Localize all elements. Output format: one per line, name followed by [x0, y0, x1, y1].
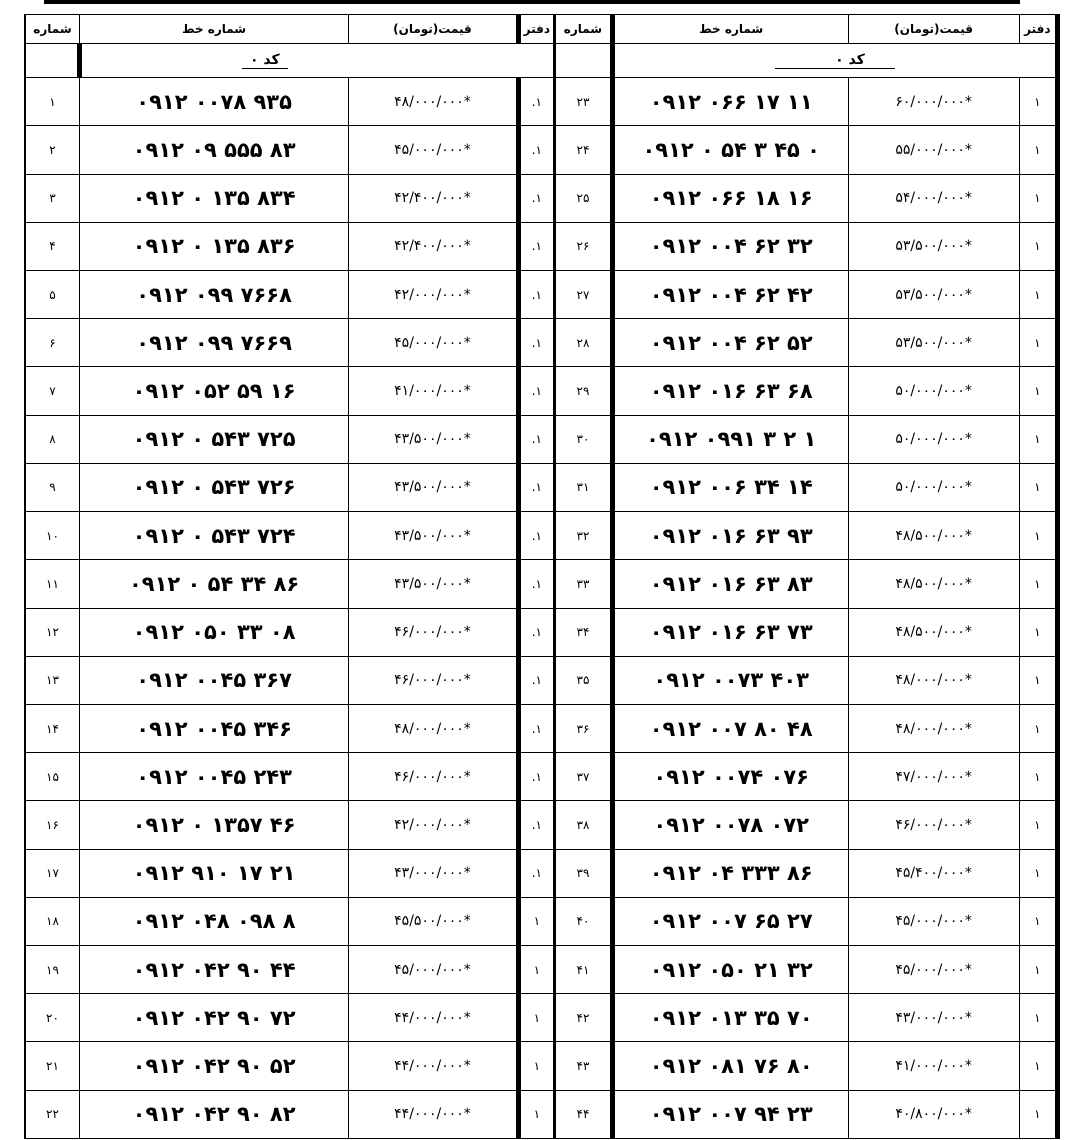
line-number: ۰۹۱۲ ۰۵۰ ۳۳ ۰۸	[79, 608, 348, 656]
price: ۴۰/۸۰۰/۰۰۰*	[848, 1090, 1019, 1138]
price: ۵۰/۰۰۰/۰۰۰*	[848, 367, 1019, 415]
line-number: ۰۹۱۲ ۰۹ ۵۵۵ ۸۳	[79, 126, 348, 174]
line-number: ۰۹۱۲ ۰۶۶ ۱۷ ۱۱	[612, 78, 848, 126]
price: ۴۳/۰۰۰/۰۰۰*	[848, 994, 1019, 1042]
line-number: ۰۹۱۲ ۰ ۱۳۵ ۸۳۴	[79, 174, 348, 222]
price: ۴۷/۰۰۰/۰۰۰*	[848, 753, 1019, 801]
row-number: ۲۷	[555, 271, 612, 319]
table-row	[25, 849, 554, 897]
row-number: ۲۳	[555, 78, 612, 126]
book-code: ۱	[1019, 1090, 1057, 1138]
book-code: .۱	[518, 174, 553, 222]
row-number: ۴۰	[555, 897, 612, 945]
row-number: ۱۶	[25, 801, 79, 849]
line-number: ۰۹۱۲ ۰۱۶ ۶۳ ۷۳	[612, 608, 848, 656]
book-code: .۱	[518, 753, 553, 801]
line-number: ۰۹۱۲ ۰۰۷۸ ۰۷۲	[612, 801, 848, 849]
row-number: ۵	[25, 271, 79, 319]
price: ۴۶/۰۰۰/۰۰۰*	[349, 656, 518, 704]
price: ۴۳/۰۰۰/۰۰۰*	[349, 849, 518, 897]
header-book: دفتر	[518, 15, 553, 44]
header-price: قیمت(تومان)	[848, 15, 1019, 44]
book-code: .۱	[518, 126, 553, 174]
line-number: ۰۹۱۲ ۰۰۷۴ ۰۷۶	[612, 753, 848, 801]
line-number: ۰۹۱۲ ۰۴۲ ۹۰ ۵۲	[79, 1042, 348, 1090]
line-number: ۰۹۱۲ ۰۴ ۳۳۳ ۸۶	[612, 849, 848, 897]
price: ۴۶/۰۰۰/۰۰۰*	[349, 608, 518, 656]
book-code: .۱	[518, 415, 553, 463]
price: ۶۰/۰۰۰/۰۰۰*	[848, 78, 1019, 126]
book-code: ۱	[1019, 994, 1057, 1042]
row-number: ۸	[25, 415, 79, 463]
row-number: ۱۱	[25, 560, 79, 608]
row-number: ۱۲	[25, 608, 79, 656]
book-code: ۱	[518, 1090, 553, 1138]
table-row	[25, 704, 554, 752]
row-number: ۲	[25, 126, 79, 174]
price: ۴۶/۰۰۰/۰۰۰*	[848, 801, 1019, 849]
line-number: ۰۹۱۲ ۰ ۱۳۵۷ ۴۶	[79, 801, 348, 849]
row-number: ۳۸	[555, 801, 612, 849]
row-number: ۲۹	[555, 367, 612, 415]
row-number: ۱	[25, 78, 79, 126]
table-row	[25, 367, 554, 415]
row-number: ۳۵	[555, 656, 612, 704]
line-number: ۰۹۱۲ ۰۰۷ ۹۴ ۲۳	[612, 1090, 848, 1138]
line-number: ۰۹۱۲ ۰ ۵۴ ۳۴ ۸۶	[79, 560, 348, 608]
line-number: ۰۹۱۲ ۰۱۶ ۶۳ ۹۳	[612, 512, 848, 560]
table-row	[555, 753, 1058, 801]
book-code: .۱	[518, 319, 553, 367]
table-row	[25, 271, 554, 319]
price: ۴۴/۰۰۰/۰۰۰*	[349, 994, 518, 1042]
book-code: .۱	[518, 849, 553, 897]
line-number: ۰۹۱۲ ۰۹۹ ۷۶۶۸	[79, 271, 348, 319]
book-code: .۱	[518, 222, 553, 270]
table-row	[25, 463, 554, 511]
line-number: ۰۹۱۲ ۰۰۴۵ ۳۶۷	[79, 656, 348, 704]
price: ۴۵/۰۰۰/۰۰۰*	[848, 945, 1019, 993]
book-code: .۱	[518, 560, 553, 608]
row-number: ۱۴	[25, 704, 79, 752]
price: ۴۳/۵۰۰/۰۰۰*	[349, 512, 518, 560]
row-number: ۲۰	[25, 994, 79, 1042]
line-number: ۰۹۱۲ ۰ ۱۳۵ ۸۳۶	[79, 222, 348, 270]
row-number: ۳۲	[555, 512, 612, 560]
book-code: ۱	[1019, 560, 1057, 608]
table-row	[555, 463, 1058, 511]
line-number: ۰۹۱۲ ۰۰۴ ۶۲ ۳۲	[612, 222, 848, 270]
table-row	[25, 174, 554, 222]
table-row	[555, 849, 1058, 897]
row-number: ۳۴	[555, 608, 612, 656]
price: ۵۰/۰۰۰/۰۰۰*	[848, 415, 1019, 463]
book-code: ۱	[1019, 174, 1057, 222]
table-row	[25, 897, 554, 945]
table-left	[24, 14, 554, 1139]
line-number: ۰۹۱۲ ۰۰۴۵ ۳۴۶	[79, 704, 348, 752]
table-row	[555, 897, 1058, 945]
book-code: ۱	[1019, 753, 1057, 801]
table-row	[555, 704, 1058, 752]
book-code: .۱	[518, 271, 553, 319]
book-code: ۱	[1019, 849, 1057, 897]
row-number: ۲۴	[555, 126, 612, 174]
price: ۴۲/۴۰۰/۰۰۰*	[349, 222, 518, 270]
table-row	[555, 608, 1058, 656]
row-number: ۳۳	[555, 560, 612, 608]
line-number: ۰۹۱۲ ۰۴۲ ۹۰ ۴۴	[79, 945, 348, 993]
row-number: ۱۷	[25, 849, 79, 897]
row-number: ۶	[25, 319, 79, 367]
book-code: ۱	[1019, 415, 1057, 463]
line-number: ۰۹۱۲ ۰۰۷۳ ۴۰۳	[612, 656, 848, 704]
price: ۴۵/۰۰۰/۰۰۰*	[848, 897, 1019, 945]
price: ۴۵/۰۰۰/۰۰۰*	[349, 319, 518, 367]
price: ۴۸/۵۰۰/۰۰۰*	[848, 512, 1019, 560]
table-row	[555, 1090, 1058, 1138]
table-row	[555, 367, 1058, 415]
price: ۴۴/۰۰۰/۰۰۰*	[349, 1090, 518, 1138]
line-number: ۰۹۱۲ ۰۴۲ ۹۰ ۸۲	[79, 1090, 348, 1138]
row-number: ۳	[25, 174, 79, 222]
line-number: ۰۹۱۲ ۰ ۵۴۳ ۷۲۴	[79, 512, 348, 560]
table-row	[25, 656, 554, 704]
table-row	[25, 1042, 554, 1090]
row-number: ۲۲	[25, 1090, 79, 1138]
row-number: ۳۷	[555, 753, 612, 801]
book-code: ۱	[518, 897, 553, 945]
table-row	[25, 512, 554, 560]
book-code: .۱	[518, 608, 553, 656]
book-code: .۱	[518, 656, 553, 704]
table-row	[25, 994, 554, 1042]
line-number: ۰۹۱۲ ۰۶۶ ۱۸ ۱۶	[612, 174, 848, 222]
line-number: ۰۹۱۲ ۰۹۹۱ ۳ ۲ ۱	[612, 415, 848, 463]
header-book: دفتر	[1019, 15, 1057, 44]
table-row	[555, 945, 1058, 993]
row-number: ۱۰	[25, 512, 79, 560]
row-number: ۴۴	[555, 1090, 612, 1138]
table-row	[555, 271, 1058, 319]
price: ۴۸/۵۰۰/۰۰۰*	[848, 608, 1019, 656]
row-number: ۲۱	[25, 1042, 79, 1090]
row-number: ۴۳	[555, 1042, 612, 1090]
price: ۵۴/۰۰۰/۰۰۰*	[848, 174, 1019, 222]
price: ۵۳/۵۰۰/۰۰۰*	[848, 319, 1019, 367]
price: ۴۸/۰۰۰/۰۰۰*	[848, 656, 1019, 704]
book-code: ۱	[1019, 512, 1057, 560]
line-number: ۰۹۱۲ ۰۴۲ ۹۰ ۷۲	[79, 994, 348, 1042]
book-code: ۱	[518, 945, 553, 993]
price: ۵۰/۰۰۰/۰۰۰*	[848, 463, 1019, 511]
price: ۴۳/۵۰۰/۰۰۰*	[349, 415, 518, 463]
line-number: ۰۹۱۲ ۰۰۴۵ ۲۴۳	[79, 753, 348, 801]
line-number: ۰۹۱۲ ۰۰۴ ۶۲ ۴۲	[612, 271, 848, 319]
row-number: ۴۱	[555, 945, 612, 993]
row-number: ۷	[25, 367, 79, 415]
line-number: ۰۹۱۲ ۹۱۰ ۱۷ ۲۱	[79, 849, 348, 897]
table-row	[555, 994, 1058, 1042]
book-code: .۱	[518, 78, 553, 126]
book-code: ۱	[1019, 1042, 1057, 1090]
table-row	[25, 608, 554, 656]
row-number: ۱۹	[25, 945, 79, 993]
table-row	[555, 1042, 1058, 1090]
line-number: ۰۹۱۲ ۰۱۳ ۳۵ ۷۰	[612, 994, 848, 1042]
table-row	[25, 560, 554, 608]
row-number: ۳۰	[555, 415, 612, 463]
book-code: .۱	[518, 801, 553, 849]
price: ۴۳/۵۰۰/۰۰۰*	[349, 463, 518, 511]
table-row	[25, 801, 554, 849]
price: ۴۳/۵۰۰/۰۰۰*	[349, 560, 518, 608]
book-code: ۱	[1019, 656, 1057, 704]
line-number: ۰۹۱۲ ۰۹۹ ۷۶۶۹	[79, 319, 348, 367]
row-number: ۳۶	[555, 704, 612, 752]
line-number: ۰۹۱۲ ۰۱۶ ۶۳ ۸۳	[612, 560, 848, 608]
book-code: ۱	[1019, 319, 1057, 367]
header-price: قیمت(تومان)	[349, 15, 518, 44]
book-code: ۱	[1019, 801, 1057, 849]
line-number: ۰۹۱۲ ۰۵۲ ۵۹ ۱۶	[79, 367, 348, 415]
line-number: ۰۹۱۲ ۰ ۵۴ ۳ ۴۵ ۰	[612, 126, 848, 174]
header-number: شماره	[555, 15, 612, 44]
table-row	[555, 222, 1058, 270]
book-code: ۱	[1019, 126, 1057, 174]
price: ۴۸/۰۰۰/۰۰۰*	[848, 704, 1019, 752]
book-code: ۱	[1019, 608, 1057, 656]
table-row	[555, 415, 1058, 463]
row-number: ۹	[25, 463, 79, 511]
book-code: ۱	[1019, 704, 1057, 752]
line-number: ۰۹۱۲ ۰۴۸ ۰۹۸ ۸	[79, 897, 348, 945]
header-line: شماره خط	[612, 15, 848, 44]
table-row	[555, 560, 1058, 608]
price: ۴۵/۰۰۰/۰۰۰*	[349, 126, 518, 174]
row-number: ۱۸	[25, 897, 79, 945]
price-list	[19, 14, 1060, 1140]
book-code: ۱	[1019, 222, 1057, 270]
row-number: ۴۲	[555, 994, 612, 1042]
price: ۴۴/۰۰۰/۰۰۰*	[349, 1042, 518, 1090]
line-number: ۰۹۱۲ ۰ ۵۴۳ ۷۲۶	[79, 463, 348, 511]
price: ۵۵/۰۰۰/۰۰۰*	[848, 126, 1019, 174]
table-row	[555, 512, 1058, 560]
table-row	[555, 801, 1058, 849]
price: ۴۸/۰۰۰/۰۰۰*	[349, 704, 518, 752]
book-code: .۱	[518, 463, 553, 511]
book-code: ۱	[1019, 463, 1057, 511]
line-number: ۰۹۱۲ ۰۰۷ ۶۵ ۲۷	[612, 897, 848, 945]
price: ۴۱/۰۰۰/۰۰۰*	[349, 367, 518, 415]
book-code: ۱	[518, 1042, 553, 1090]
header-number: شماره	[25, 15, 79, 44]
line-number: ۰۹۱۲ ۰ ۵۴۳ ۷۲۵	[79, 415, 348, 463]
book-code: .۱	[518, 512, 553, 560]
book-code: ۱	[1019, 945, 1057, 993]
table-row	[555, 174, 1058, 222]
line-number: ۰۹۱۲ ۰۰۴ ۶۲ ۵۲	[612, 319, 848, 367]
line-number: ۰۹۱۲ ۰۸۱ ۷۶ ۸۰	[612, 1042, 848, 1090]
book-code: ۱	[1019, 367, 1057, 415]
book-code: ۱	[1019, 78, 1057, 126]
header-line: شماره خط	[79, 15, 348, 44]
table-row	[25, 1090, 554, 1138]
line-number: ۰۹۱۲ ۰۰۷۸ ۹۳۵	[79, 78, 348, 126]
book-code: ۱	[518, 994, 553, 1042]
price: ۴۱/۰۰۰/۰۰۰*	[848, 1042, 1019, 1090]
book-code: .۱	[518, 704, 553, 752]
table-row	[555, 319, 1058, 367]
price: ۴۲/۰۰۰/۰۰۰*	[349, 801, 518, 849]
price: ۴۲/۰۰۰/۰۰۰*	[349, 271, 518, 319]
row-number: ۲۸	[555, 319, 612, 367]
price: ۴۸/۵۰۰/۰۰۰*	[848, 560, 1019, 608]
row-number: ۴	[25, 222, 79, 270]
price: ۴۸/۰۰۰/۰۰۰*	[349, 78, 518, 126]
price: ۴۶/۰۰۰/۰۰۰*	[349, 753, 518, 801]
price: ۵۳/۵۰۰/۰۰۰*	[848, 222, 1019, 270]
table-right	[554, 14, 1060, 1139]
table-row	[25, 222, 554, 270]
row-number: ۱۳	[25, 656, 79, 704]
table-row	[25, 126, 554, 174]
table-row	[25, 945, 554, 993]
table-row	[25, 753, 554, 801]
line-number: ۰۹۱۲ ۰۱۶ ۶۳ ۶۸	[612, 367, 848, 415]
price: ۴۵/۵۰۰/۰۰۰*	[349, 897, 518, 945]
table-row	[555, 126, 1058, 174]
line-number: ۰۹۱۲ ۰۰۷ ۸۰ ۴۸	[612, 704, 848, 752]
book-code: ۱	[1019, 271, 1057, 319]
table-row	[555, 656, 1058, 704]
line-number: ۰۹۱۲ ۰۵۰ ۲۱ ۳۲	[612, 945, 848, 993]
table-row	[555, 78, 1058, 126]
row-number: ۳۹	[555, 849, 612, 897]
price: ۴۵/۰۰۰/۰۰۰*	[349, 945, 518, 993]
row-number: ۲۶	[555, 222, 612, 270]
price: ۴۲/۴۰۰/۰۰۰*	[349, 174, 518, 222]
top-frame	[44, 0, 1020, 4]
table-row	[25, 415, 554, 463]
row-number: ۲۵	[555, 174, 612, 222]
table-row	[25, 319, 554, 367]
code-label: کد ۰	[775, 52, 895, 69]
price: ۴۵/۴۰۰/۰۰۰*	[848, 849, 1019, 897]
book-code: .۱	[518, 367, 553, 415]
line-number: ۰۹۱۲ ۰۰۶ ۳۴ ۱۴	[612, 463, 848, 511]
table-row	[25, 78, 554, 126]
price: ۵۳/۵۰۰/۰۰۰*	[848, 271, 1019, 319]
row-number: ۱۵	[25, 753, 79, 801]
row-number: ۳۱	[555, 463, 612, 511]
code-label: کد ۰	[242, 52, 288, 69]
book-code: ۱	[1019, 897, 1057, 945]
